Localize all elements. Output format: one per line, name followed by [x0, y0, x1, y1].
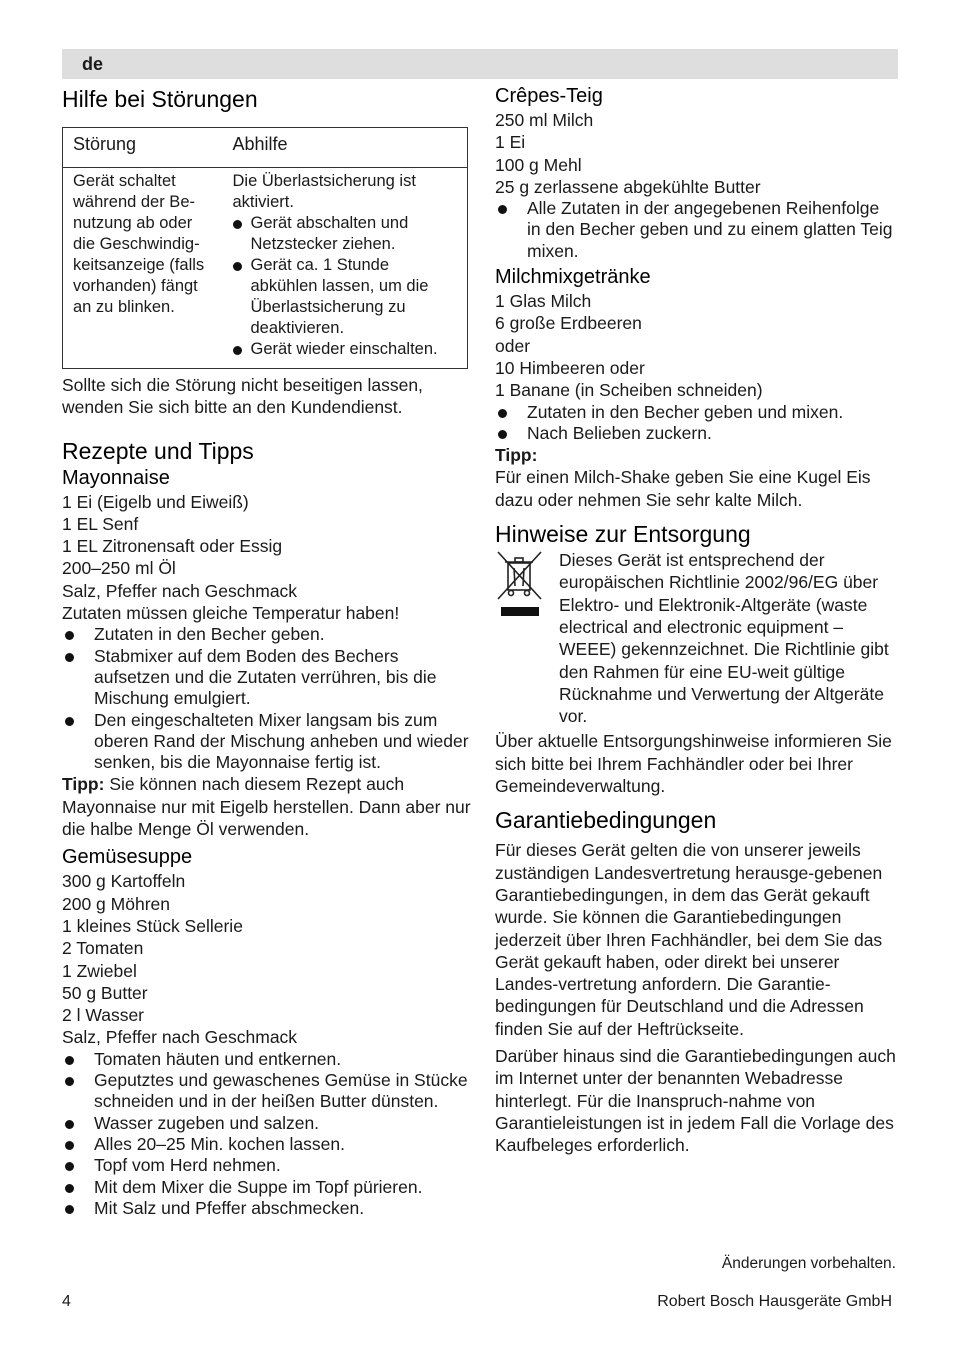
mayo-ingredient: Zutaten müssen gleiche Temperatur haben! — [62, 603, 400, 624]
milk-ingredient: 10 Himbeeren oder — [495, 357, 645, 378]
language-bar — [62, 49, 898, 79]
milk-ingredient: 6 große Erdbeeren — [495, 313, 642, 334]
warranty-paragraph-1: Für dieses Gerät gelten die von unserer jeweils zuständigen Landesvertretung herausge-gebenen Garantiebedingungen, in dem das Gerät gekauft wurde. Sie können die Garantiebedingungen jederzeit über Ihren Fachhändler, bei dem Sie das Gerät gekauft haben, oder direkt bei unserer Landes-vertretung anfordern. Die Garantie-bedingungen für Deutschland und die Adressen finden Sie auf der Heftrückseite. — [495, 840, 883, 1039]
list-item: Alle Zutaten in der angegebenen Reihenfolge in den Becher geben und zu einem glatten Teig mixen. — [495, 198, 897, 262]
remedy-list — [233, 213, 458, 360]
mayo-ingredient: Salz, Pfeffer nach Geschmack — [62, 580, 298, 601]
problem-cell: Gerät schaltet während der Be-nutzung ab oder die Geschwindig-keitsanzeige (falls vorhanden) fängt an zu blinken. — [73, 172, 205, 316]
table-header-problem: Störung — [63, 128, 223, 168]
mayo-title: Mayonnaise — [62, 466, 170, 489]
tip-label: Tipp: — [62, 774, 105, 795]
milk-ingredient: oder — [495, 335, 531, 356]
mayo-ingredient: 200–250 ml Öl — [62, 558, 176, 579]
disposal-info: Über aktuelle Entsorgungshinweise informieren Sie sich bitte bei Ihrem Fachhändler oder bei Ihrer Gemeindeverwaltung. — [495, 731, 892, 797]
crepe-title: Crêpes-Teig — [495, 85, 603, 107]
list-item: Gerät wieder einschalten. — [233, 339, 458, 360]
mayo-tip — [62, 773, 472, 840]
list-item: Zutaten in den Becher geben und mixen. — [495, 402, 897, 423]
soup-ingredient: 2 l Wasser — [62, 1005, 145, 1026]
soup-ingredient: 300 g Kartoffeln — [62, 871, 186, 892]
page-number: 4 — [62, 1293, 71, 1310]
list-item: Zutaten in den Becher geben. — [62, 624, 472, 645]
remedy-intro: Die Überlastsicherung ist aktiviert. — [232, 172, 416, 211]
mayo-ingredient: 1 EL Zitronensaft oder Essig — [62, 536, 283, 557]
remedy-cell — [223, 168, 468, 369]
soup-ingredient: Salz, Pfeffer nach Geschmack — [62, 1027, 298, 1048]
recipes-heading: Rezepte und Tipps — [62, 437, 254, 464]
disposal-heading: Hinweise zur Entsorgung — [495, 521, 751, 548]
list-item: Wasser zugeben und salzen. — [62, 1113, 472, 1134]
left-column — [62, 84, 472, 1219]
list-item: Mit Salz und Pfeffer abschmecken. — [62, 1198, 472, 1219]
footer-company: Robert Bosch Hausgeräte GmbH — [657, 1293, 892, 1310]
milk-tip-label: Tipp: — [495, 445, 538, 466]
soup-ingredient: 1 kleines Stück Sellerie — [62, 915, 243, 936]
list-item: Stabmixer auf dem Boden des Bechers aufsetzen und die Zutaten verrühren, bis die Mischung emulgiert. — [62, 646, 472, 710]
troubleshooting-table — [62, 127, 468, 369]
soup-ingredient: 1 Zwiebel — [62, 960, 137, 981]
crepe-ingredient: 100 g Mehl — [495, 154, 582, 175]
soup-ingredient: 200 g Möhren — [62, 893, 170, 914]
changes-note: Änderungen vorbehalten. — [721, 1255, 896, 1272]
milk-steps — [495, 402, 897, 445]
soup-ingredient: 2 Tomaten — [62, 938, 144, 959]
list-item: Tomaten häuten und entkernen. — [62, 1049, 472, 1070]
weee-block — [495, 549, 897, 727]
list-item: Mit dem Mixer die Suppe im Topf pürieren. — [62, 1177, 472, 1198]
list-item: Alles 20–25 Min. kochen lassen. — [62, 1134, 472, 1155]
weee-text: Dieses Gerät ist entsprechend der europäischen Richtlinie 2002/96/EG über Elektro- und Elektronik-Altgeräte (waste electrical and electronic equipment – WEEE) gekennzeichnet. Die Richtlinie gibt den Rahmen für eine EU-weit gültige Rücknahme und Verwertung der Altgeräte vor. — [559, 550, 889, 727]
list-item: Topf vom Herd nehmen. — [62, 1155, 472, 1176]
milk-ingredient: 1 Glas Milch — [495, 291, 592, 312]
crossed-bin-icon — [495, 549, 559, 727]
troubleshooting-note: Sollte sich die Störung nicht beseitigen lassen, wenden Sie sich bitte an den Kundendienst. — [62, 375, 423, 418]
crepe-steps — [495, 198, 897, 262]
list-item: Nach Belieben zuckern. — [495, 423, 897, 444]
crepe-ingredient: 1 Ei — [495, 132, 526, 153]
mayo-ingredient: 1 Ei (Eigelb und Eiweiß) — [62, 491, 249, 512]
tip-text: Sie können nach diesem Rezept auch Mayonnaise nur mit Eigelb herstellen. Dann aber nur die halbe Menge Öl verwenden. — [62, 774, 471, 840]
list-item: Gerät abschalten und Netzstecker ziehen. — [233, 213, 458, 255]
crepe-ingredient: 250 ml Milch — [495, 110, 594, 130]
milk-ingredient: 1 Banane (in Scheiben schneiden) — [495, 380, 763, 401]
troubleshooting-heading: Hilfe bei Störungen — [62, 86, 258, 112]
soup-steps — [62, 1049, 472, 1219]
list-item: Den eingeschalteten Mixer langsam bis zum oberen Rand der Mischung anheben und wieder senken, bis die Mayonnaise fertig ist. — [62, 710, 472, 774]
mayo-steps — [62, 624, 472, 773]
mayo-ingredient: 1 EL Senf — [62, 513, 139, 534]
list-item: Geputztes und gewaschenes Gemüse in Stücke schneiden und in der heißen Butter dünsten. — [62, 1070, 472, 1113]
warranty-heading: Garantiebedingungen — [495, 807, 717, 834]
milk-tip-text: Für einen Milch-Shake geben Sie eine Kugel Eis dazu oder nehmen Sie sehr kalte Milch. — [495, 467, 871, 510]
crepe-ingredient: 25 g zerlassene abgekühlte Butter — [495, 176, 761, 197]
soup-title: Gemüsesuppe — [62, 846, 193, 869]
language-code: de — [82, 54, 104, 74]
list-item: Gerät ca. 1 Stunde abkühlen lassen, um die Überlastsicherung zu deaktivieren. — [233, 255, 458, 339]
soup-ingredient: 50 g Butter — [62, 982, 148, 1003]
milk-title: Milchmixgetränke — [495, 266, 651, 289]
right-column — [495, 84, 897, 1156]
table-header-remedy: Abhilfe — [223, 128, 468, 168]
warranty-paragraph-2: Darüber hinaus sind die Garantiebedingungen auch im Internet unter der benannten Webadresse hinterlegt. Für die Inanspruch-nahme von Garantieleistungen ist in jedem Fall die Vorlage des Kaufbeleges erforderlich. — [495, 1045, 896, 1156]
